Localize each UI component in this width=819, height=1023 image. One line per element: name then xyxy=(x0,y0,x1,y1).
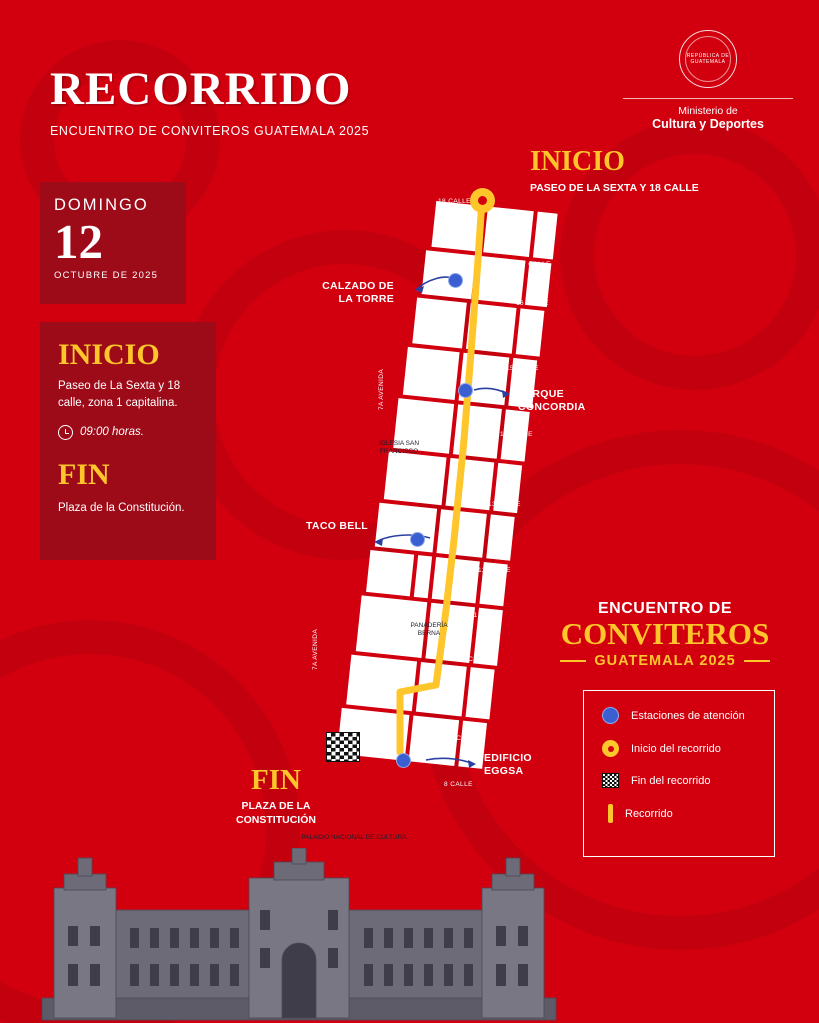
map-end-callout-detail: PLAZA DE LA CONSTITUCIÓN xyxy=(236,800,316,826)
legend-label: Recorrido xyxy=(625,807,673,820)
route-line-icon xyxy=(608,804,613,823)
info-end-text: Plaza de la Constitución. xyxy=(58,501,185,514)
start-marker-icon xyxy=(470,188,495,213)
page-title: RECORRIDO xyxy=(50,63,352,115)
info-hours-label: 09:00 horas. xyxy=(80,426,144,438)
poi-callout-eggsa: EDIFICIO EGGSA xyxy=(484,752,532,778)
legend-item-route xyxy=(602,804,774,823)
avenue-label: 7A AVENIDA xyxy=(378,368,385,410)
station-dot-icon xyxy=(396,753,411,768)
event-title-line-1: ENCUENTRO DE xyxy=(597,600,732,617)
map-end-callout-title: FIN xyxy=(251,764,301,796)
title-rule-right xyxy=(744,660,770,662)
poi-callout-tacobell: TACO BELL xyxy=(306,520,368,532)
poi-callout-concordia: PARQUE CONCORDIA xyxy=(518,388,586,414)
avenue-label: 7A AVENIDA xyxy=(312,628,319,670)
legend-item-finish xyxy=(602,773,774,788)
map-start-callout-detail: PASEO DE LA SEXTA Y 18 CALLE xyxy=(530,182,699,194)
street-label: 15 CALLE xyxy=(506,365,539,372)
date-day-number: 12 xyxy=(54,214,103,269)
street-label: 11 CALLE xyxy=(470,612,503,619)
event-title-block xyxy=(555,600,775,669)
ministry-line-2: Cultura y Deportes xyxy=(652,117,764,131)
page-title-block xyxy=(50,62,369,138)
street-label: 12 CALLE xyxy=(478,567,511,574)
legend-label: Fin del recorrido xyxy=(631,774,711,787)
poi-callout-calzado: CALZADO DE LA TORRE xyxy=(322,280,394,306)
date-card xyxy=(40,182,186,304)
street-label: 14 CALLE xyxy=(500,431,533,438)
station-dot-icon xyxy=(448,273,463,288)
map-poi-label: IGLESIA SAN FRANCISCO xyxy=(378,440,420,456)
info-end-heading: FIN xyxy=(58,457,110,491)
finish-flag-icon xyxy=(326,732,360,762)
legend-label: Inicio del recorrido xyxy=(631,742,721,755)
ministry-logo xyxy=(623,30,793,131)
street-label: 8 CALLE xyxy=(444,781,473,788)
palacio-nacional-illustration xyxy=(34,848,564,1023)
street-label: 9 CALLE xyxy=(450,735,479,742)
info-card xyxy=(40,322,216,560)
street-label: 13 CALLE xyxy=(488,501,521,508)
route-map xyxy=(250,140,610,860)
title-rule-left xyxy=(560,660,586,662)
date-day-name: DOMINGO xyxy=(54,196,149,214)
map-start-callout-title: INICIO xyxy=(530,146,625,177)
map-poi-label: PANADERÍA BERNA xyxy=(410,622,448,638)
street-label: 10 CALLE xyxy=(458,656,491,663)
station-dot-icon xyxy=(602,707,619,724)
ministry-line-1: Ministerio de xyxy=(678,105,738,117)
legend-item-stations xyxy=(602,707,774,724)
event-title-line-3-row xyxy=(555,653,775,669)
page-subtitle: ENCUENTRO DE CONVITEROS GUATEMALA 2025 xyxy=(50,124,370,138)
callout-arrow-head xyxy=(502,390,510,398)
info-start-text: Paseo de La Sexta y 18 calle, zona 1 capitalina. xyxy=(58,380,181,410)
info-start-heading: INICIO xyxy=(58,338,160,371)
date-month-year: OCTUBRE DE 2025 xyxy=(54,270,159,281)
legend-label: Estaciones de atención xyxy=(631,709,745,722)
station-dot-icon xyxy=(410,532,425,547)
street-label: 18 CALLE xyxy=(438,198,471,205)
legend-item-start xyxy=(602,740,774,757)
government-seal-icon xyxy=(679,30,737,88)
start-marker-icon xyxy=(602,740,619,757)
event-title-line-3: GUATEMALA 2025 xyxy=(594,652,736,669)
info-hours-row xyxy=(58,425,200,440)
finish-flag-icon xyxy=(602,773,619,788)
event-title-line-2: CONVITEROS xyxy=(560,616,770,651)
street-label: 16 CALLE xyxy=(516,300,549,307)
logo-divider xyxy=(623,98,793,99)
map-poi-label: PALACIO NACIONAL DE CULTURA xyxy=(301,834,407,841)
station-dot-icon xyxy=(458,383,473,398)
seal-text: REPÚBLICA DE GUATEMALA xyxy=(686,52,730,65)
map-legend xyxy=(583,690,775,857)
street-label: 17 CALLE xyxy=(518,261,551,268)
clock-icon xyxy=(58,425,73,440)
